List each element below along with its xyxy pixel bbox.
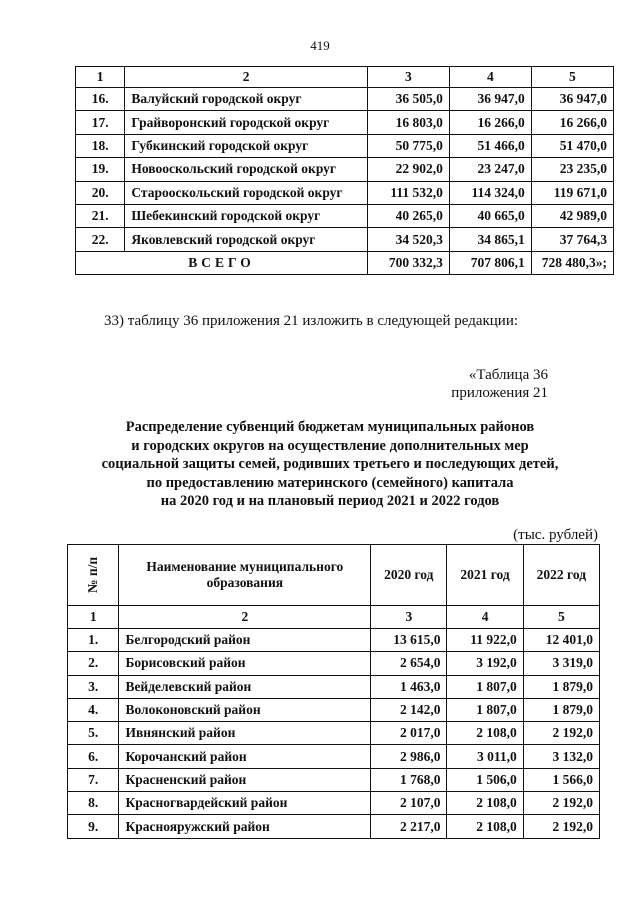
row-number: 18. <box>76 134 125 157</box>
column-number: 2 <box>125 67 368 88</box>
total-value-3: 728 480,3»; <box>531 251 613 274</box>
column-number: 1 <box>68 606 119 629</box>
row-value-1: 40 265,0 <box>367 204 449 227</box>
column-number: 3 <box>367 67 449 88</box>
table-row <box>76 228 614 251</box>
table-row <box>76 181 614 204</box>
table-row <box>68 792 600 815</box>
table-row <box>68 745 600 768</box>
table-column-numbers <box>68 606 600 629</box>
row-number: 16. <box>76 88 125 111</box>
row-name: Вейделевский район <box>119 675 371 698</box>
column-number: 4 <box>449 67 531 88</box>
row-value-2: 1 506,0 <box>447 768 523 791</box>
row-value-2: 3 011,0 <box>447 745 523 768</box>
table-row <box>76 111 614 134</box>
row-value-1: 111 532,0 <box>367 181 449 204</box>
row-value-1: 50 775,0 <box>367 134 449 157</box>
row-value-1: 34 520,3 <box>367 228 449 251</box>
title-line: и городских округов на осуществление дополнительных мер <box>131 437 529 454</box>
row-value-3: 36 947,0 <box>531 88 613 111</box>
row-name: Грайворонский городской округ <box>125 111 368 134</box>
header-number-text: № п/п <box>85 556 101 594</box>
row-value-3: 37 764,3 <box>531 228 613 251</box>
row-value-2: 36 947,0 <box>449 88 531 111</box>
row-name: Красногвардейский район <box>119 792 371 815</box>
table-row <box>68 722 600 745</box>
table-header-row <box>68 545 600 606</box>
row-value-3: 23 235,0 <box>531 158 613 181</box>
row-value-3: 51 470,0 <box>531 134 613 157</box>
row-number: 3. <box>68 675 119 698</box>
subvention-table <box>67 544 600 839</box>
row-number: 8. <box>68 792 119 815</box>
row-value-3: 1 879,0 <box>523 698 599 721</box>
row-name: Губкинский городской округ <box>125 134 368 157</box>
row-value-1: 36 505,0 <box>367 88 449 111</box>
column-number: 2 <box>119 606 371 629</box>
row-value-1: 16 803,0 <box>367 111 449 134</box>
row-name: Валуйский городской округ <box>125 88 368 111</box>
row-name: Ивнянский район <box>119 722 371 745</box>
row-value-2: 23 247,0 <box>449 158 531 181</box>
table-reference <box>451 366 548 402</box>
row-name: Шебекинский городской округ <box>125 204 368 227</box>
row-value-1: 2 017,0 <box>371 722 447 745</box>
row-number: 9. <box>68 815 119 838</box>
row-value-1: 22 902,0 <box>367 158 449 181</box>
row-value-2: 16 266,0 <box>449 111 531 134</box>
row-value-2: 2 108,0 <box>447 815 523 838</box>
row-number: 4. <box>68 698 119 721</box>
row-value-3: 119 671,0 <box>531 181 613 204</box>
row-value-3: 16 266,0 <box>531 111 613 134</box>
row-number: 5. <box>68 722 119 745</box>
total-row <box>76 251 614 274</box>
table-title <box>60 418 600 511</box>
row-value-2: 51 466,0 <box>449 134 531 157</box>
row-value-2: 34 865,1 <box>449 228 531 251</box>
row-value-3: 2 192,0 <box>523 722 599 745</box>
row-number: 20. <box>76 181 125 204</box>
table-row <box>68 675 600 698</box>
row-value-1: 1 463,0 <box>371 675 447 698</box>
row-value-2: 2 108,0 <box>447 792 523 815</box>
row-name: Яковлевский городской округ <box>125 228 368 251</box>
row-name: Краснояружский район <box>119 815 371 838</box>
title-line: Распределение субвенций бюджетам муниципальных районов <box>125 419 535 435</box>
header-name: Наименование муниципального образования <box>119 545 371 606</box>
row-value-3: 1 879,0 <box>523 675 599 698</box>
row-value-1: 13 615,0 <box>371 629 447 652</box>
units-label: (тыс. рублей) <box>513 527 598 543</box>
row-value-3: 2 192,0 <box>523 792 599 815</box>
total-value-1: 700 332,3 <box>367 251 449 274</box>
table-row <box>68 698 600 721</box>
row-name: Борисовский район <box>119 652 371 675</box>
row-value-1: 2 142,0 <box>371 698 447 721</box>
amendment-instruction: 33) таблицу 36 приложения 21 изложить в следующей редакции: <box>104 313 519 329</box>
row-name: Волоконовский район <box>119 698 371 721</box>
row-value-3: 2 192,0 <box>523 815 599 838</box>
row-value-1: 2 217,0 <box>371 815 447 838</box>
table-reference-line: приложения 21 <box>451 385 548 401</box>
header-2021: 2021 год <box>447 545 523 606</box>
row-value-3: 1 566,0 <box>523 768 599 791</box>
table-row <box>76 88 614 111</box>
row-number: 22. <box>76 228 125 251</box>
header-number <box>68 545 119 606</box>
table-row <box>68 815 600 838</box>
row-value-2: 3 192,0 <box>447 652 523 675</box>
column-number: 4 <box>447 606 523 629</box>
row-value-1: 2 107,0 <box>371 792 447 815</box>
title-line: по предоставлению материнского (семейного) капитала <box>146 474 514 491</box>
table-reference-line: «Таблица 36 <box>468 367 548 383</box>
row-value-3: 42 989,0 <box>531 204 613 227</box>
table-row <box>76 158 614 181</box>
column-number: 5 <box>523 606 599 629</box>
row-value-2: 2 108,0 <box>447 722 523 745</box>
total-label: ВСЕГО <box>76 251 368 274</box>
row-value-3: 12 401,0 <box>523 629 599 652</box>
table-row <box>68 629 600 652</box>
row-number: 7. <box>68 768 119 791</box>
column-number: 1 <box>76 67 125 88</box>
column-number: 3 <box>371 606 447 629</box>
total-value-2: 707 806,1 <box>449 251 531 274</box>
continued-table <box>75 66 614 275</box>
title-line: социальной защиты семей, родивших третьего и последующих детей, <box>101 456 559 472</box>
row-number: 19. <box>76 158 125 181</box>
row-value-3: 3 132,0 <box>523 745 599 768</box>
page-number: 419 <box>310 38 330 53</box>
table-row <box>68 652 600 675</box>
row-name: Белгородский район <box>119 629 371 652</box>
table-row <box>76 204 614 227</box>
table-row <box>68 768 600 791</box>
row-name: Старооскольский городской округ <box>125 181 368 204</box>
title-line: на 2020 год и на плановый период 2021 и 2022 годов <box>160 493 500 509</box>
row-value-2: 40 665,0 <box>449 204 531 227</box>
table-column-numbers <box>76 67 614 88</box>
row-number: 2. <box>68 652 119 675</box>
row-number: 21. <box>76 204 125 227</box>
row-value-2: 1 807,0 <box>447 675 523 698</box>
column-number: 5 <box>531 67 613 88</box>
row-number: 1. <box>68 629 119 652</box>
header-2020: 2020 год <box>371 545 447 606</box>
table-row <box>76 134 614 157</box>
row-number: 6. <box>68 745 119 768</box>
row-name: Новооскольский городской округ <box>125 158 368 181</box>
row-value-3: 3 319,0 <box>523 652 599 675</box>
row-value-2: 1 807,0 <box>447 698 523 721</box>
header-2022: 2022 год <box>523 545 599 606</box>
row-value-1: 1 768,0 <box>371 768 447 791</box>
row-number: 17. <box>76 111 125 134</box>
row-name: Корочанский район <box>119 745 371 768</box>
row-value-1: 2 654,0 <box>371 652 447 675</box>
row-value-2: 11 922,0 <box>447 629 523 652</box>
row-value-1: 2 986,0 <box>371 745 447 768</box>
row-value-2: 114 324,0 <box>449 181 531 204</box>
row-name: Красненский район <box>119 768 371 791</box>
